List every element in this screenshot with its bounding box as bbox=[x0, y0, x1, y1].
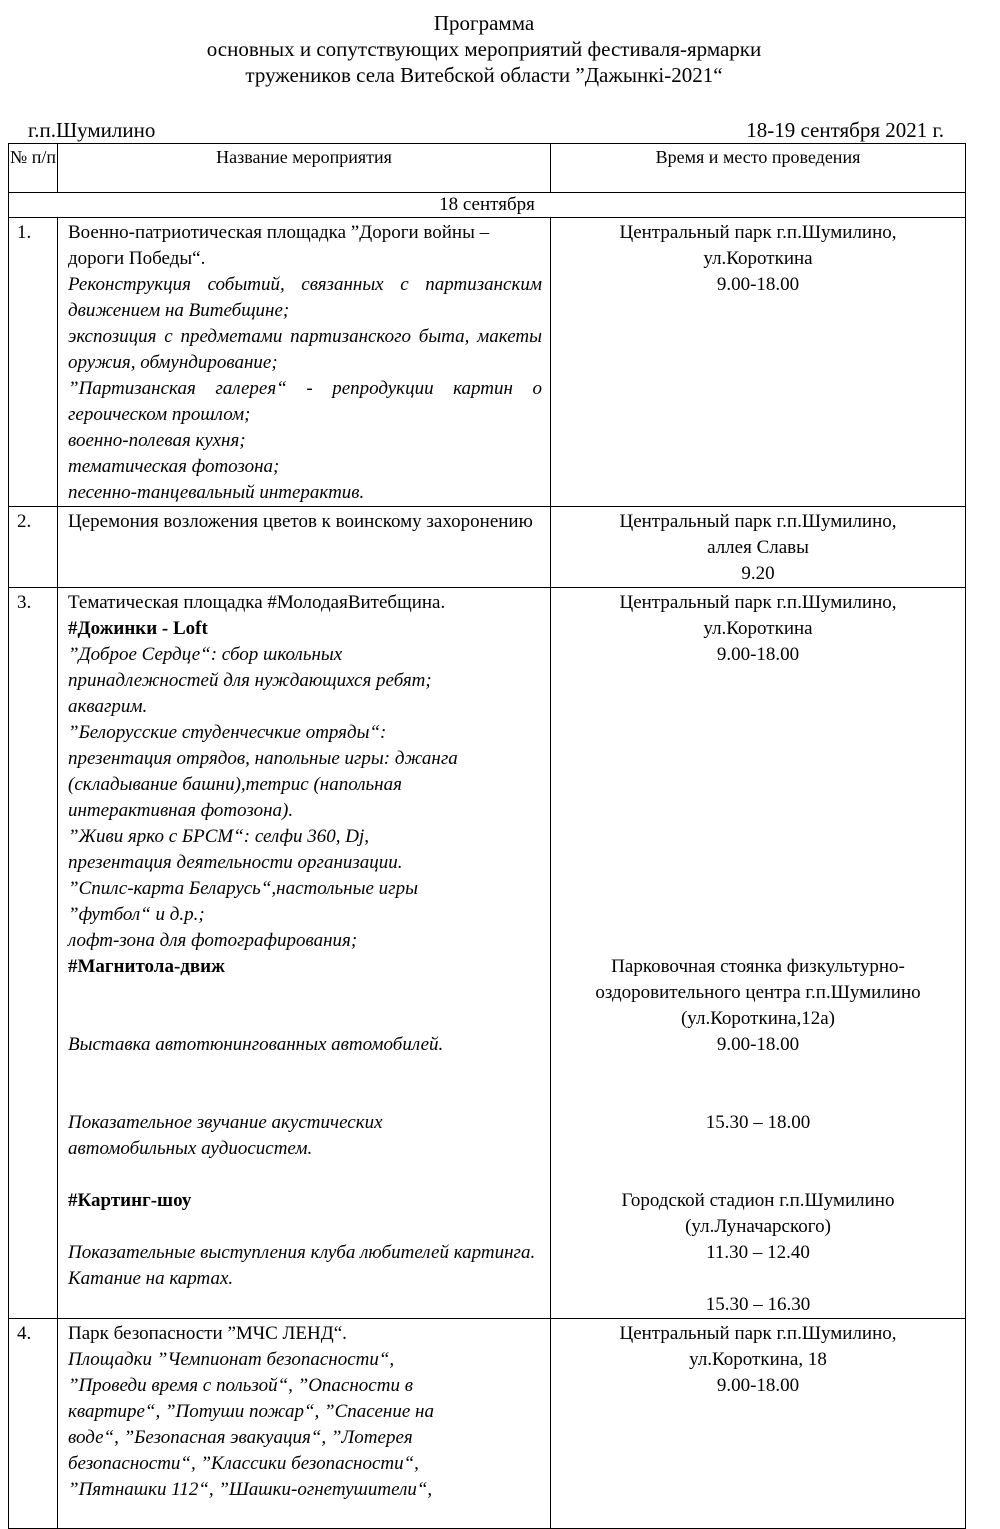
time-line: 15.30 – 18.00 bbox=[705, 1112, 811, 1133]
event-detail: песенно-танцевальный интерактив. bbox=[68, 482, 365, 503]
event-detail: Катание на картах. bbox=[68, 1268, 234, 1289]
place-line: (ул.Короткина,12а) bbox=[680, 1008, 835, 1029]
table-row bbox=[9, 218, 966, 507]
event-detail: безопасности“, ”Классики безопасности“, bbox=[68, 1453, 419, 1474]
row-number: 2. bbox=[9, 507, 58, 588]
title-line-2: основных и сопутствующих мероприятий фестиваля-ярмарки bbox=[206, 37, 762, 61]
place-line: Центральный парк г.п.Шумилино, bbox=[619, 592, 897, 613]
event-detail: ”Белорусские студенчесчкие отряды“: bbox=[68, 722, 387, 743]
time-line: 11.30 – 12.40 bbox=[706, 1242, 810, 1263]
karting-heading: #Картинг-шоу bbox=[68, 1190, 192, 1211]
event-detail: ”Доброе Сердце“: сбор школьных bbox=[68, 644, 343, 665]
document-title bbox=[0, 10, 968, 88]
place-line: Центральный парк г.п.Шумилино, bbox=[619, 1323, 897, 1344]
program-table bbox=[8, 143, 966, 1529]
event-detail: интерактивная фотозона). bbox=[68, 800, 294, 821]
time-place-cell bbox=[551, 588, 966, 1319]
table-header-row bbox=[9, 144, 966, 193]
table-row bbox=[9, 1319, 966, 1529]
time-line: 9.00-18.00 bbox=[716, 1375, 800, 1396]
place-line: Центральный парк г.п.Шумилино, bbox=[619, 511, 897, 532]
row-number: 1. bbox=[9, 218, 58, 507]
place-line: аллея Славы bbox=[707, 537, 809, 558]
place-line: оздоровительного центра г.п.Шумилино bbox=[595, 982, 921, 1003]
col-header-name: Название мероприятия bbox=[58, 144, 551, 193]
loft-heading: #Дожинки - Loft bbox=[68, 618, 208, 639]
place-line: ул.Короткина bbox=[703, 618, 813, 639]
time-place-cell bbox=[551, 507, 966, 588]
day-row bbox=[9, 193, 966, 218]
event-detail: (складывание башни),тетрис (напольная bbox=[68, 774, 402, 795]
event-detail: презентация отрядов, напольные игры: джанга bbox=[68, 748, 458, 769]
event-detail: ”Пятнашки 112“, ”Шашки-огнетушители“, bbox=[68, 1479, 433, 1500]
event-title: Тематическая площадка #МолодаяВитебщина. bbox=[68, 592, 446, 613]
event-detail: Реконструкция событий, связанных с партизанским движением на Витебщине; bbox=[68, 274, 542, 321]
time-line: 9.00-18.00 bbox=[716, 274, 800, 295]
event-detail: ”Живи ярко с БРСМ“: селфи 360, Dj, bbox=[68, 826, 370, 847]
magnitola-heading: #Магнитола-движ bbox=[68, 956, 225, 977]
event-detail: автомобильных аудиосистем. bbox=[68, 1138, 313, 1159]
event-detail: экспозиция с предметами партизанского быта, макеты оружия, обмундирование; bbox=[68, 326, 542, 373]
event-detail: Площадки ”Чемпионат безопасности“, bbox=[68, 1349, 395, 1370]
day-label: 18 сентября bbox=[9, 193, 966, 218]
event-detail: аквагрим. bbox=[68, 696, 148, 717]
event-cell bbox=[58, 218, 551, 507]
col-header-number: № п/п bbox=[9, 144, 58, 193]
time-line: 15.30 – 16.30 bbox=[705, 1294, 811, 1315]
event-detail: ”Спилс-карта Беларусь“,настольные игры bbox=[68, 878, 418, 899]
event-detail: ”футбол“ и д.р.; bbox=[68, 904, 205, 925]
event-detail: презентация деятельности организации. bbox=[68, 852, 403, 873]
event-detail: ”Партизанская галерея“ - репродукции картин о героическом прошлом; bbox=[68, 378, 542, 425]
event-detail: принадлежностей для нуждающихся ребят; bbox=[68, 670, 432, 691]
place-line: ул.Короткина, 18 bbox=[689, 1349, 827, 1370]
time-line: 9.20 bbox=[741, 563, 775, 584]
event-detail: военно-полевая кухня; bbox=[68, 430, 246, 451]
title-line-3: тружеников села Витебской области ”Дажынкі-2021“ bbox=[245, 63, 723, 87]
event-detail: ”Проведи время с пользой“, ”Опасности в bbox=[68, 1375, 413, 1396]
row-number: 3. bbox=[9, 588, 58, 1319]
event-detail: квартире“, ”Потуши пожар“, ”Спасение на bbox=[68, 1401, 434, 1422]
event-title: Парк безопасности ”МЧС ЛЕНД“. bbox=[68, 1323, 347, 1344]
place-label: г.п.Шумилино bbox=[28, 118, 156, 142]
time-place-cell bbox=[551, 1319, 966, 1529]
event-detail: Показательные выступления клуба любителей картинга. bbox=[68, 1242, 536, 1263]
table-row bbox=[9, 588, 966, 1319]
time-line: 9.00-18.00 bbox=[716, 1034, 800, 1055]
time-line: 9.00-18.00 bbox=[716, 644, 800, 665]
date-label: 18-19 сентября 2021 г. bbox=[746, 118, 944, 142]
event-detail: воде“, ”Безопасная эвакуация“, ”Лотерея bbox=[68, 1427, 413, 1448]
row-number: 4. bbox=[9, 1319, 58, 1529]
event-detail: Показательное звучание акустических bbox=[68, 1112, 383, 1133]
event-cell bbox=[58, 507, 551, 588]
event-detail: Выставка автотюнингованных автомобилей. bbox=[68, 1034, 444, 1055]
event-title: Церемония возложения цветов к воинскому захоронению bbox=[68, 511, 533, 532]
col-header-time-place: Время и место проведения bbox=[551, 144, 966, 193]
place-line: ул.Короткина bbox=[703, 248, 813, 269]
place-line: (ул.Луначарского) bbox=[685, 1216, 831, 1237]
event-cell bbox=[58, 588, 551, 1319]
event-title: Военно-патриотическая площадка ”Дороги войны – дороги Победы“. bbox=[68, 222, 490, 269]
time-place-cell bbox=[551, 218, 966, 507]
place-line: Центральный парк г.п.Шумилино, bbox=[619, 222, 897, 243]
event-detail: тематическая фотозона; bbox=[68, 456, 280, 477]
place-line: Городской стадион г.п.Шумилино bbox=[621, 1190, 895, 1211]
event-cell bbox=[58, 1319, 551, 1529]
table-row bbox=[9, 507, 966, 588]
event-detail: лофт-зона для фотографирования; bbox=[68, 930, 358, 951]
title-line-1: Программа bbox=[433, 11, 535, 35]
place-line: Парковочная стоянка физкультурно- bbox=[611, 956, 905, 977]
